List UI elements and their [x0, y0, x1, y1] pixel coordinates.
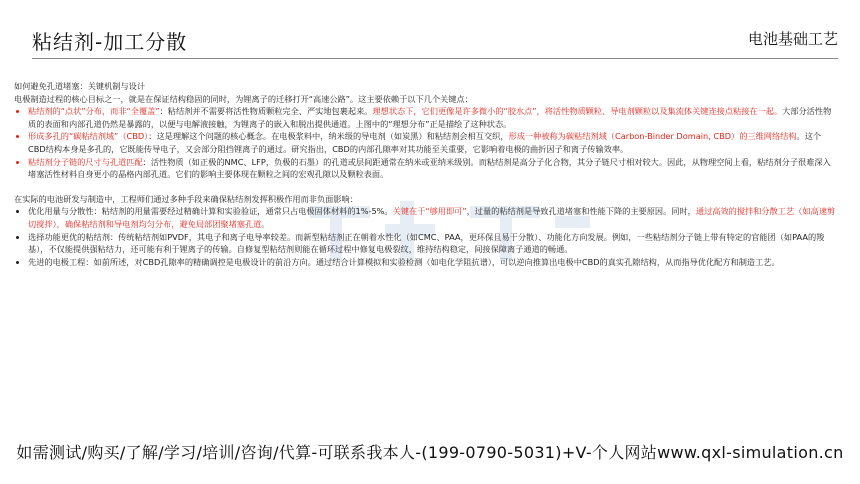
text-segment: 形成一种被称为碳粘结剂域（Carbon-Binder Domain, CBD）的三维网络结构 [508, 131, 797, 142]
slide-title: 粘结剂-加工分散 [32, 30, 188, 54]
text-segment: 粘结剂的“点状”分布，而非“全覆盖” [28, 106, 160, 117]
text-segment: ，过量的粘结剂是导致孔道堵塞和性能下降的主要原因。同时， [466, 206, 696, 217]
footer-contact: 如需测试/购买/了解/学习/培训/咨询/代算-可联系我本人-(199-0790-5031)+V-个人网站www.qxl-simulation.cn [16, 443, 844, 462]
text-segment: 选择功能更优的粘结剂：传统粘结剂如PVDF，其电子和离子电导率较差。而新型粘结剂正在朝着水性化（如CMC、PAA，更环保且易于分散）、功能化方向发展。例如，一些粘结剂分子链上带有特定的官能团（如PAA的羧基），不仅能提供强粘结力，还可能有利于锂离子的传输。自修复型粘结剂则能在循环过程中修复电极裂纹，维持结构稳定，间接保障离子通道的畅通。 [28, 231, 825, 255]
section2-bullet [28, 231, 838, 256]
text-segment: ：粘结剂并不需要将活性物质颗粒完全、严实地包裹起来。 [159, 106, 373, 117]
section2-intro: 在实际的电池研发与制造中，工程师们通过多种手段来确保粘结剂发挥积极作用而非负面影响： [14, 193, 358, 204]
section1-list [14, 105, 838, 181]
text-segment: 。这个CBD结构本身是多孔的，它既能传导电子，又会部分阻挡锂离子的通过。研究指出，CBD的内部孔隙率对其功能至关重要，它影响着电极的曲折因子和离子传输效率。 [28, 131, 822, 154]
section2-bullet [28, 205, 838, 230]
section1-intro: 电极制造过程的核心目标之一，就是在保证结构稳固的同时，为锂离子的迁移打开“高速公路”。这主要依赖于以下几个关键点： [14, 93, 473, 104]
text-segment: 先进的电极工程：如前所述，对CBD孔隙率的精确调控是电极设计的前沿方向。通过结合计算模拟和实验检测（如电化学阻抗谱），可以逆向推算出电极中CBD的真实孔隙结构，从而指导优化配方和制造工艺。 [28, 256, 780, 267]
section1-heading: 如何避免孔道堵塞：关键机制与设计 [14, 81, 146, 91]
text-segment: 通过高效的搅拌和分散工艺（如高速剪切搅拌），确保粘结剂和导电剂均匀分布，避免局部团聚堵塞孔道。 [28, 206, 836, 229]
section1-bullet [28, 130, 838, 155]
title-divider [32, 58, 838, 59]
text-segment: 理想状态下，它们更像是许多微小的“胶水点”，将活性物质颗粒、导电剂颗粒以及集流体关键连接点粘接在一起。 [372, 106, 783, 117]
section-gap [14, 181, 838, 193]
section1-bullet [28, 156, 838, 181]
text-segment: ：这是理解这个问题的核心概念。在电极浆料中，纳米级的导电剂（如炭黑）和粘结剂会相互交织， [148, 131, 509, 142]
slide-topic: 电池基础工艺 [747, 30, 838, 48]
text-segment: 形成多孔的“碳粘结剂域”（CBD） [28, 131, 149, 142]
section2-bullet [28, 256, 838, 269]
slide-content [14, 80, 838, 268]
section1-bullet [28, 105, 838, 130]
text-segment: ：活性物质（如正极的NMC、LFP，负极的石墨）的孔道或层间距通常在纳米或亚纳米级别。而粘结剂是高分子化合物，其分子链尺寸相对较大。因此，从物理空间上看，粘结剂分子很难深入堵塞活性材料自身更小的晶格内部孔道。它们的影响主要体现在颗粒之间的宏观孔隙以及颗粒表面。 [28, 156, 831, 180]
text-segment: 优化用量与分散性：粘结剂的用量需要经过精确计算和实验验证，通常只占电极固体材料的1%-5%。 [28, 206, 393, 217]
text-segment: 大部分活性物质的表面和内部孔道仍然是暴露的，以便与电解液接触，为锂离子的嵌入和脱出提供通道。上图中的“理想分布”正是描绘了这种状态。 [28, 106, 832, 129]
text-segment: 关键在于“够用即可” [392, 206, 467, 217]
section2-list [14, 205, 838, 268]
text-segment: 粘结剂分子链的尺寸与孔道匹配 [28, 156, 143, 167]
